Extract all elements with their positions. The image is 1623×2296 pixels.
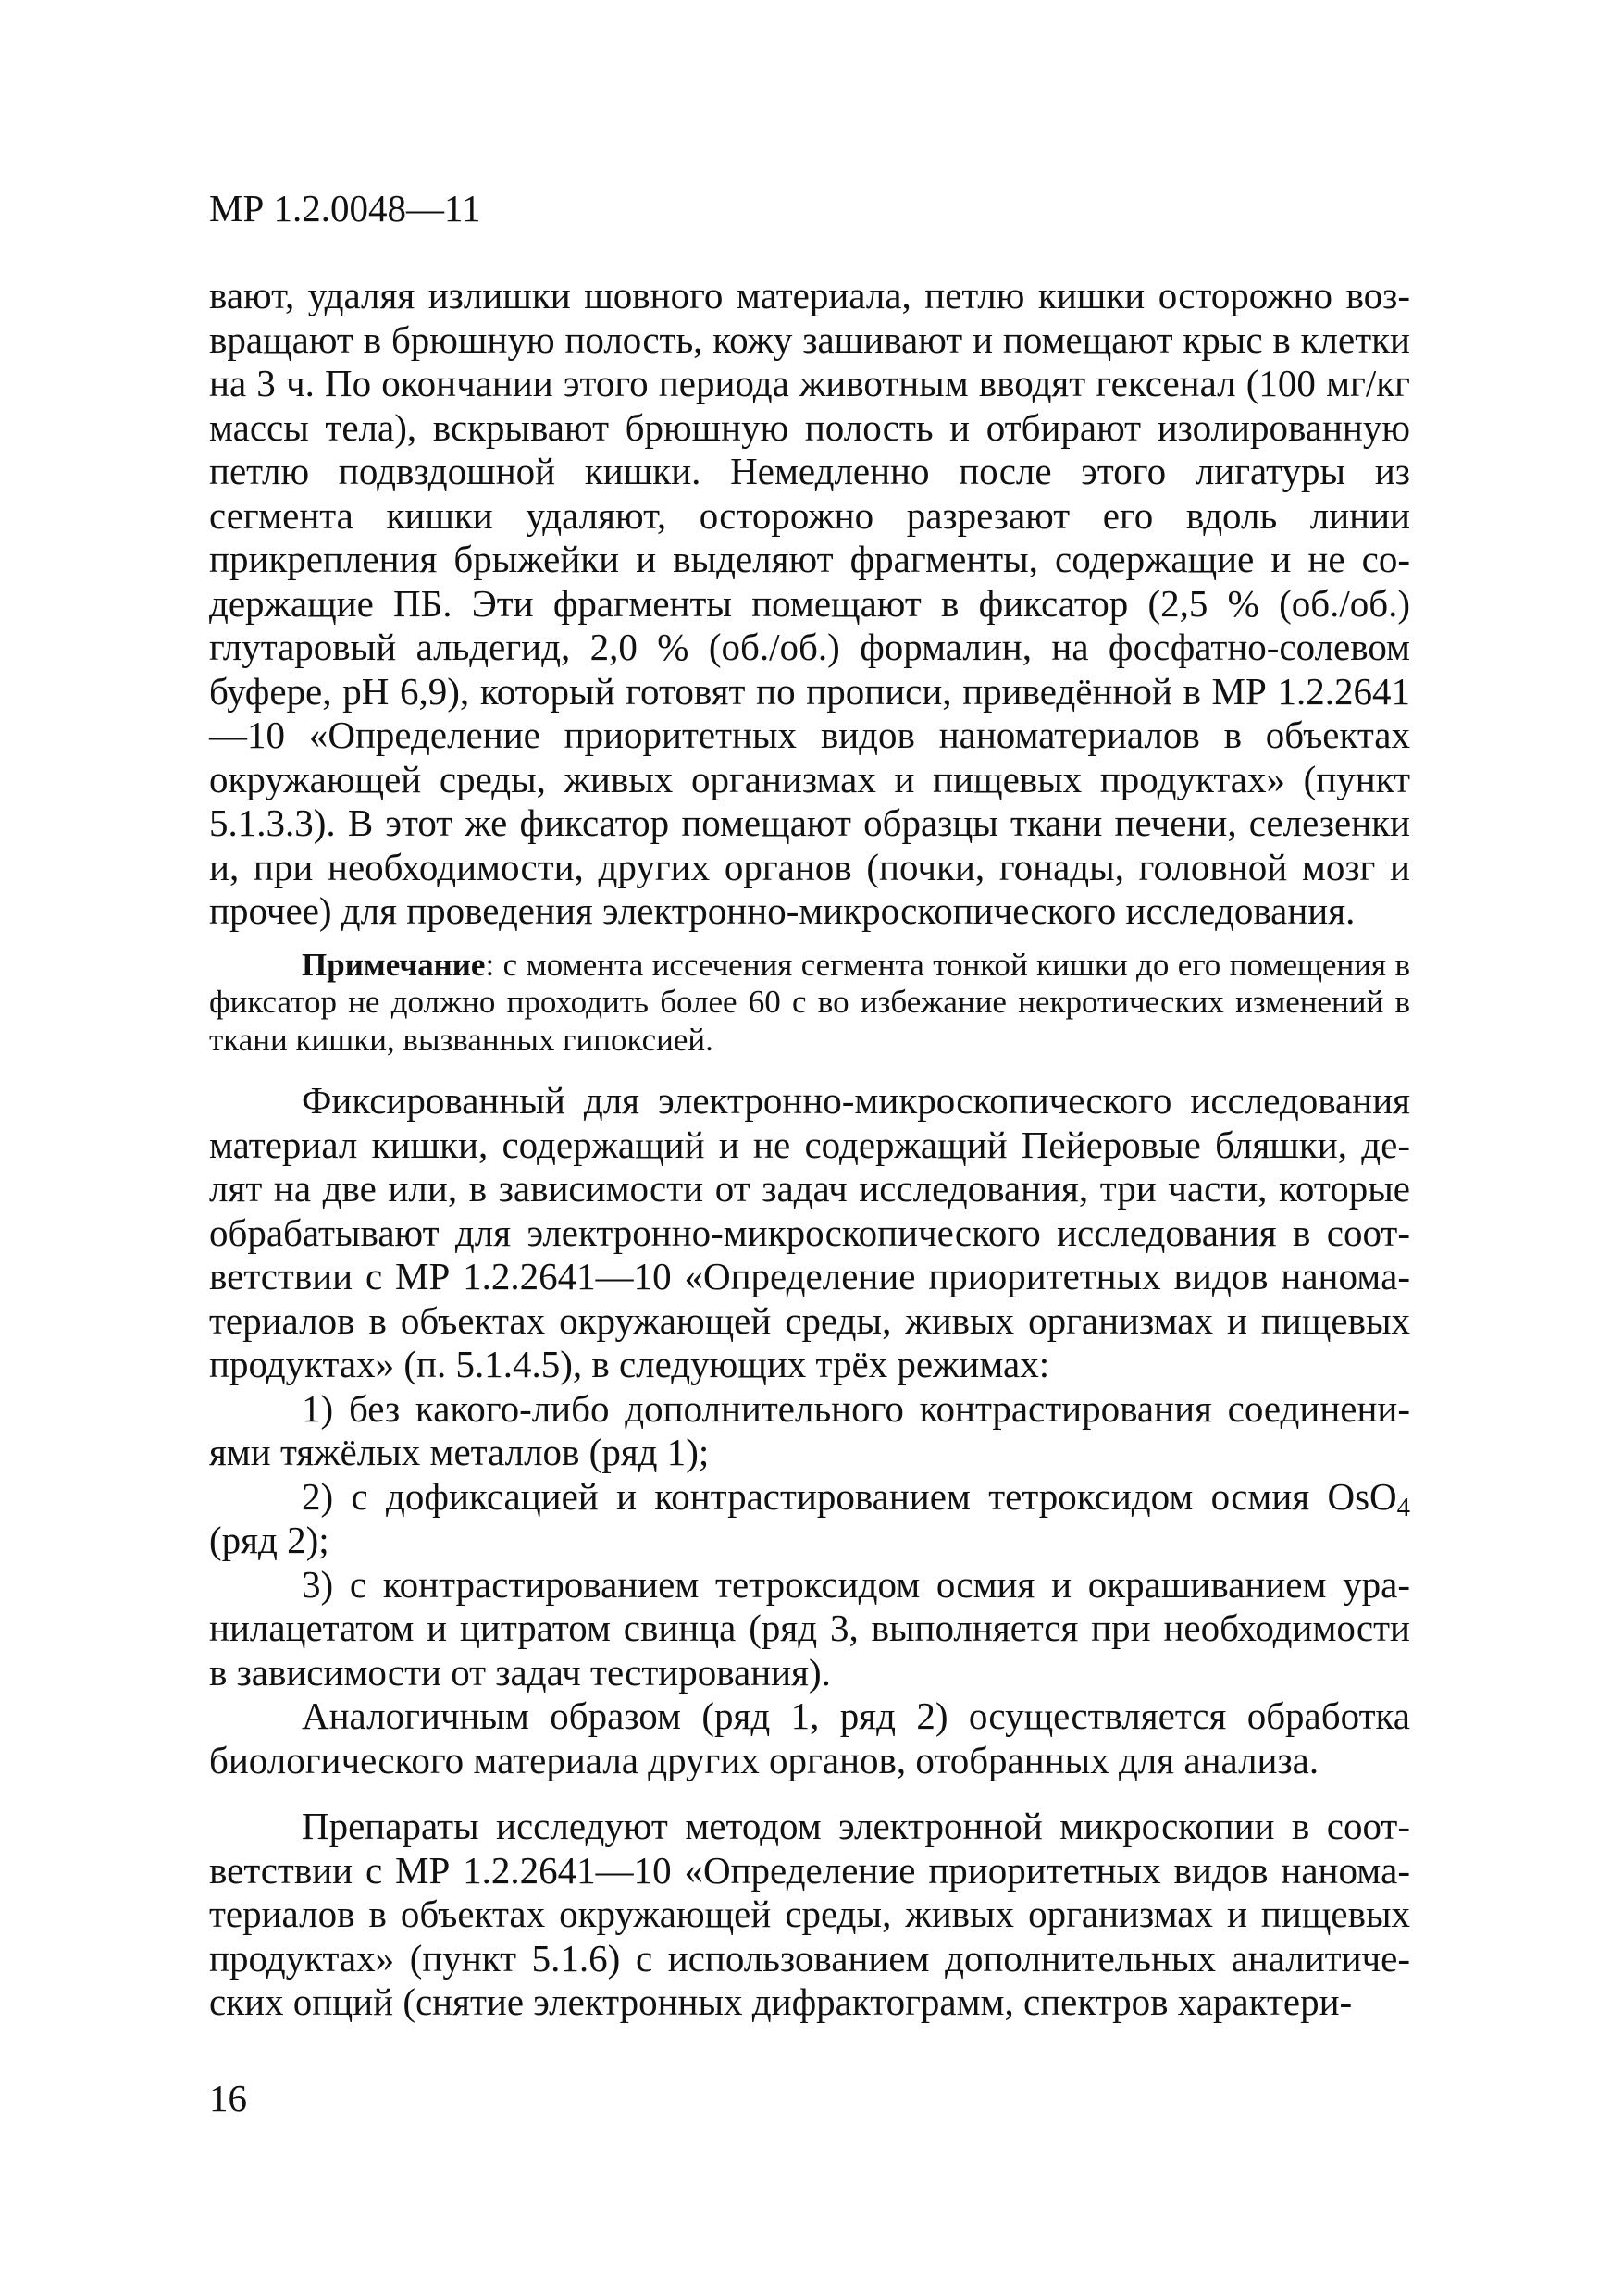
list-item-2 [209,1475,1410,1563]
note [209,947,1410,1060]
note-label: Примечание [302,946,486,983]
page-number: 16 [209,2077,247,2119]
document-body [209,274,1410,2025]
list-item-2-tail: (ряд 2); [209,1519,329,1561]
paragraph-2: Фиксированный для электронно-микроскопического исследования материал кишки, содержащий и не содержащий Пейеровые бляшки, делят на две или, в зависимости от задач исследования, три части, которые обрабатывают для электронно-микроскопического исследования в соответствии с МР 1.2.2641—10 «Определение приоритетных видов наномaтериалов в объектах окружающей среды, живых организмах и пищевых продуктах» (п. 5.1.4.5), в следующих трёх режимах: [209,1079,1410,1385]
list-item-2-text: 2) с дофиксацией и контрастированием тетроксидом осмия OsO [302,1474,1397,1518]
paragraph-1: вают, удаляя излишки шовного материала, петлю кишки осторожно возвращают в брюшную полость, кожу зашивают и помещают крыс в клетки на 3 ч. По окончании этого периода животным вводят гексенал (100 мг/кг массы тела), вскрывают брюшную полость и отбирают изолированную петлю подвздошной кишки. Немедленно после этого лигатуры из сегмента кишки удаляют, осторожно разрезают его вдоль линии прикрепления брыжейки и выделяют фрагменты, содержащие и не содержащие ПБ. Эти фрагменты помещают в фиксатор (2,5 % (об./об.) глутаровый альдегид, 2,0 % (об./об.) формалин, на фосфатно-солевом буфере, рН 6,9), который готовят по прописи, приведённой в МР 1.2.2641—10 «Определение приоритетных видов наноматериалов в объектах окружающей среды, живых организмах и пищевых продуктах» (пункт 5.1.3.3). В этот же фиксатор помещают образцы ткани печени, селезенки и, при необходимости, других органов (почки, гонады, головной мозг и прочее) для проведения электронно-микроскопического исследования. [209,274,1410,932]
document-header: МР 1.2.0048—11 [209,187,481,230]
paragraph-3: Аналогичным образом (ряд 1, ряд 2) осуществляется обработка биологического материала других органов, отобранных для анализа. [209,1694,1410,1781]
note-text: : с момента иссечения сегмента тонкой кишки до его помещения в фиксатор не должно проходить более 60 с во избежание некротических изменений в ткани кишки, вызванных гипоксией. [209,946,1410,1058]
formula-subscript: 4 [1396,1492,1410,1522]
list-item-1: 1) без какого-либо дополнительного контрастирования соединениями тяжёлых металлов (ряд 1); [209,1386,1410,1473]
paragraph-4: Препараты исследуют методом электронной микроскопии в соответствии с МР 1.2.2641—10 «Определение приоритетных видов наномaтериалов в объектах окружающей среды, живых организмах и пищевых продуктах» (пункт 5.1.6) с использованием дополнительных аналитических опций (снятие электронных дифрактограмм, спектров характери- [209,1805,1410,2023]
list-item-3: 3) с контрастированием тетроксидом осмия и окрашиванием уранилацетатом и цитратом свинца (ряд 3, выполняется при необходимости в зависимости от задач тестирования). [209,1562,1410,1694]
